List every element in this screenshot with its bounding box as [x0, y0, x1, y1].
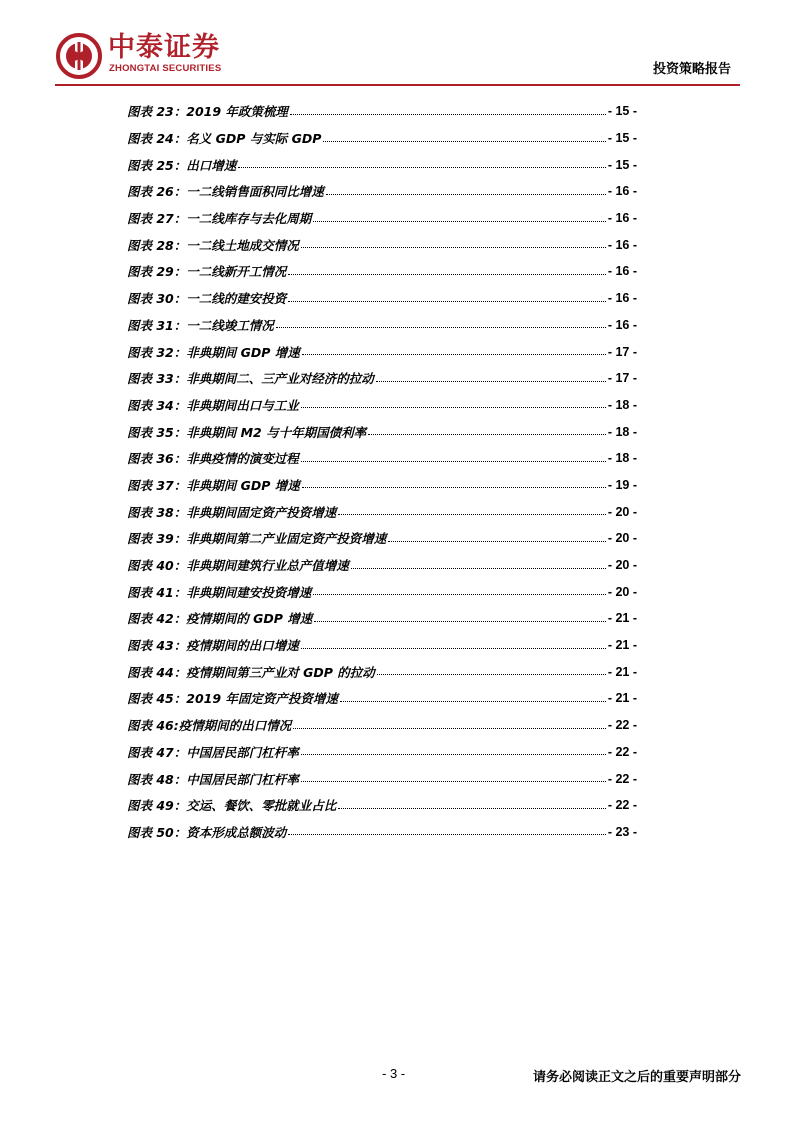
toc-entry-page: - 16 -	[607, 291, 637, 306]
toc-leader-dots	[302, 344, 606, 355]
toc-leader-dots	[293, 718, 606, 729]
toc-leader-dots	[301, 744, 606, 755]
toc-entry-label: 图表 23：2019 年政策梳理	[127, 104, 288, 120]
header-rule	[55, 84, 740, 86]
toc-leader-dots	[301, 451, 606, 462]
toc-entry[interactable]	[127, 712, 637, 739]
toc-entry-page: - 17 -	[607, 371, 637, 386]
toc-entry-page: - 22 -	[607, 718, 637, 733]
toc-entry[interactable]	[127, 472, 637, 499]
zhongtai-logo-icon	[55, 32, 103, 80]
report-type: 投资策略报告	[652, 62, 731, 77]
toc-entry[interactable]	[127, 338, 637, 365]
toc-entry[interactable]	[127, 312, 637, 339]
toc-leader-dots	[326, 184, 606, 195]
toc-entry-label: 图表 30：一二线的建安投资	[127, 291, 287, 307]
toc-entry-page: - 16 -	[607, 264, 637, 279]
toc-entry-label: 图表 25：出口增速	[127, 157, 237, 173]
toc-entry-page: - 15 -	[607, 131, 637, 146]
toc-leader-dots	[301, 771, 606, 782]
toc-entry-page: - 20 -	[607, 504, 637, 519]
toc-leader-dots	[338, 504, 606, 515]
toc-entry-page: - 16 -	[607, 211, 637, 226]
toc-leader-dots	[288, 291, 606, 302]
toc-entry-page: - 23 -	[607, 824, 637, 839]
toc-entry-label: 图表 42：疫情期间的 GDP 增速	[127, 611, 313, 627]
toc-entry-page: - 18 -	[607, 424, 637, 439]
toc-entry-label: 图表 47：中国居民部门杠杆率	[127, 744, 299, 760]
toc-leader-dots	[368, 424, 606, 435]
toc-entry-page: - 19 -	[607, 477, 637, 492]
toc-entry-page: - 16 -	[607, 237, 637, 252]
toc-entry-page: - 15 -	[607, 104, 637, 119]
toc-entry-page: - 20 -	[607, 558, 637, 573]
toc-entry-label: 图表 36：非典疫情的演变过程	[127, 451, 299, 467]
toc-entry-label: 图表 27：一二线库存与去化周期	[127, 211, 312, 227]
toc-leader-dots	[388, 531, 606, 542]
toc-entry-page: - 22 -	[607, 771, 637, 786]
toc-entry-label: 图表 38：非典期间固定资产投资增速	[127, 504, 337, 520]
toc-entry[interactable]	[127, 498, 637, 525]
toc-entry-page: - 15 -	[607, 157, 637, 172]
page-header	[0, 0, 793, 84]
toc-entry-page: - 20 -	[607, 531, 637, 546]
toc-entry[interactable]	[127, 392, 637, 419]
toc-entry-page: - 16 -	[607, 184, 637, 199]
toc-entry-label: 图表 34：非典期间出口与工业	[127, 397, 299, 413]
toc-entry[interactable]	[127, 231, 637, 258]
toc-leader-dots	[313, 584, 606, 595]
toc-entry-page: - 16 -	[607, 317, 637, 332]
page-number: - 3 -	[382, 1066, 406, 1081]
toc-entry-page: - 22 -	[607, 744, 637, 759]
toc-leader-dots	[376, 371, 606, 382]
toc-entry[interactable]	[127, 151, 637, 178]
toc-entry[interactable]	[127, 819, 637, 846]
toc-entry-label: 图表 48：中国居民部门杠杆率	[127, 771, 299, 787]
toc-entry[interactable]	[127, 685, 637, 712]
toc-entry[interactable]	[127, 285, 637, 312]
toc-entry-label: 图表 35：非典期间 M2 与十年期国债利率	[127, 424, 367, 440]
toc-entry[interactable]	[127, 605, 637, 632]
toc-entry-label: 图表 24：名义 GDP 与实际 GDP	[127, 131, 322, 147]
figure-list	[127, 98, 637, 845]
toc-entry[interactable]	[127, 792, 637, 819]
toc-entry-page: - 18 -	[607, 397, 637, 412]
toc-entry-page: - 20 -	[607, 584, 637, 599]
toc-entry-page: - 21 -	[607, 664, 637, 679]
toc-entry-page: - 17 -	[607, 344, 637, 359]
toc-entry-label: 图表 37：非典期间 GDP 增速	[127, 477, 300, 493]
toc-leader-dots	[288, 264, 606, 275]
toc-entry[interactable]	[127, 98, 637, 125]
toc-entry-label: 图表 45：2019 年固定资产投资增速	[127, 691, 338, 707]
toc-leader-dots	[301, 397, 606, 408]
toc-entry-label: 图表 40：非典期间建筑行业总产值增速	[127, 558, 349, 574]
toc-leader-dots	[340, 691, 606, 702]
toc-leader-dots	[323, 131, 605, 142]
toc-entry-label: 图表 46:疫情期间的出口情况	[127, 718, 292, 734]
toc-entry[interactable]	[127, 365, 637, 392]
toc-entry[interactable]	[127, 578, 637, 605]
toc-entry-label: 图表 50：资本形成总额波动	[127, 824, 287, 840]
toc-leader-dots	[302, 477, 606, 488]
toc-entry-page: - 21 -	[607, 691, 637, 706]
toc-entry-label: 图表 43：疫情期间的出口增速	[127, 638, 299, 654]
toc-entry[interactable]	[127, 552, 637, 579]
toc-entry-label: 图表 32：非典期间 GDP 增速	[127, 344, 300, 360]
toc-entry-page: - 21 -	[607, 611, 637, 626]
toc-entry-page: - 22 -	[607, 798, 637, 813]
toc-leader-dots	[313, 211, 606, 222]
toc-entry[interactable]	[127, 445, 637, 472]
toc-entry[interactable]	[127, 658, 637, 685]
toc-leader-dots	[338, 798, 606, 809]
toc-entry-label: 图表 26：一二线销售面积同比增速	[127, 184, 324, 200]
toc-entry-label: 图表 41：非典期间建安投资增速	[127, 584, 312, 600]
toc-leader-dots	[301, 237, 606, 248]
toc-entry-page: - 21 -	[607, 638, 637, 653]
toc-leader-dots	[288, 824, 606, 835]
toc-entry-label: 图表 28：一二线土地成交情况	[127, 237, 299, 253]
toc-entry-label: 图表 39：非典期间第二产业固定资产投资增速	[127, 531, 387, 547]
toc-leader-dots	[238, 157, 606, 168]
toc-entry-page: - 18 -	[607, 451, 637, 466]
toc-leader-dots	[301, 638, 606, 649]
toc-entry-label: 图表 31：一二线竣工情况	[127, 317, 274, 333]
brand-name-en: ZHONGTAI SECURITIES	[109, 63, 222, 74]
toc-entry[interactable]	[127, 418, 637, 445]
toc-leader-dots	[351, 558, 606, 569]
toc-entry[interactable]	[127, 525, 637, 552]
disclaimer-note: 请务必阅读正文之后的重要声明部分	[532, 1070, 741, 1085]
toc-entry[interactable]	[127, 178, 637, 205]
toc-entry[interactable]	[127, 765, 637, 792]
toc-entry[interactable]	[127, 125, 637, 152]
toc-entry-label: 图表 33：非典期间二、三产业对经济的拉动	[127, 371, 374, 387]
toc-entry[interactable]	[127, 258, 637, 285]
toc-leader-dots	[276, 317, 606, 328]
toc-leader-dots	[290, 104, 606, 115]
toc-leader-dots	[377, 664, 606, 675]
toc-entry[interactable]	[127, 632, 637, 659]
brand-name-cn: 中泰证券	[108, 32, 220, 63]
toc-leader-dots	[314, 611, 606, 622]
toc-entry[interactable]	[127, 739, 637, 766]
toc-entry-label: 图表 29：一二线新开工情况	[127, 264, 287, 280]
toc-entry-label: 图表 49：交运、餐饮、零批就业占比	[127, 798, 337, 814]
toc-entry[interactable]	[127, 205, 637, 232]
toc-entry-label: 图表 44：疫情期间第三产业对 GDP 的拉动	[127, 664, 375, 680]
